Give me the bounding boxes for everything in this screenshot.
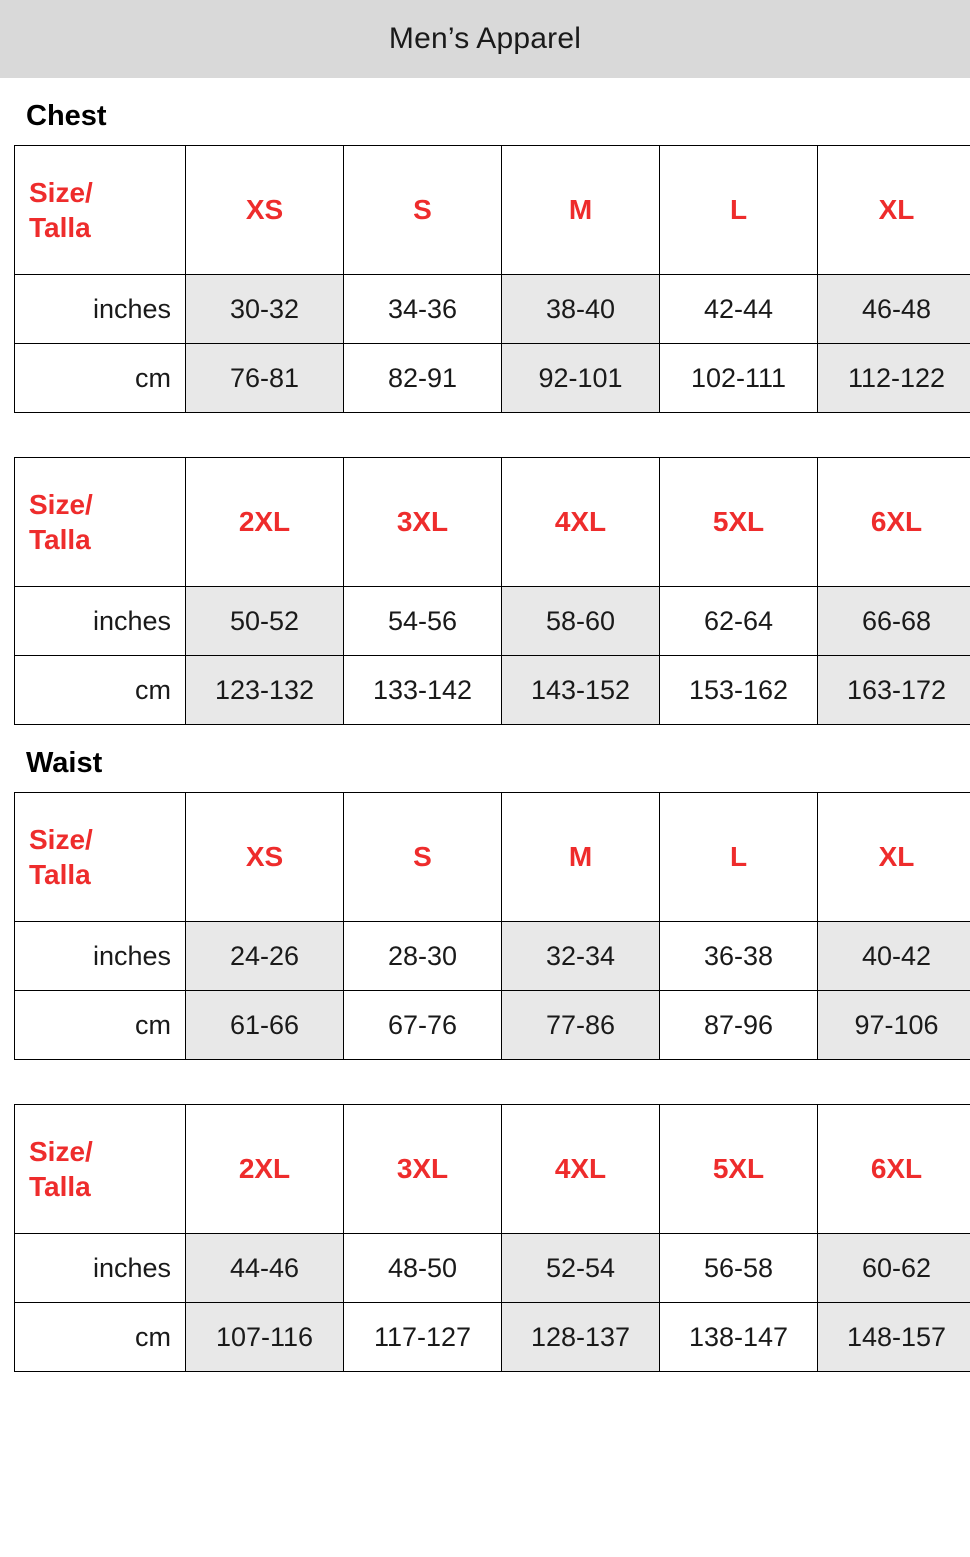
measure-cell: 107-116 — [186, 1303, 344, 1372]
measure-cell: 54-56 — [344, 587, 502, 656]
size-header-cell: S — [344, 793, 502, 922]
size-header-cell: 3XL — [344, 458, 502, 587]
chest-table-standard-wrapper — [14, 145, 956, 413]
size-header-cell: 4XL — [502, 1105, 660, 1234]
row-label: inches — [15, 587, 186, 656]
size-header-cell: 6XL — [818, 1105, 970, 1234]
section-heading-waist: Waist — [26, 747, 103, 779]
size-header-cell: 3XL — [344, 1105, 502, 1234]
measure-cell: 38-40 — [502, 275, 660, 344]
row-label: inches — [15, 275, 186, 344]
measure-cell: 133-142 — [344, 656, 502, 725]
size-label-cell — [15, 793, 186, 922]
measure-cell: 48-50 — [344, 1234, 502, 1303]
waist-size-table-standard — [14, 792, 970, 1060]
table-row — [15, 922, 970, 991]
measure-cell: 77-86 — [502, 991, 660, 1060]
table-row — [15, 344, 970, 413]
measure-cell: 163-172 — [818, 656, 970, 725]
table-spacer — [0, 413, 970, 457]
size-label-line1: Size/ — [29, 1136, 93, 1167]
row-label: inches — [15, 922, 186, 991]
measure-cell: 52-54 — [502, 1234, 660, 1303]
measure-cell: 67-76 — [344, 991, 502, 1060]
size-header-cell: S — [344, 146, 502, 275]
measure-cell: 40-42 — [818, 922, 970, 991]
measure-cell: 97-106 — [818, 991, 970, 1060]
table-row — [15, 275, 970, 344]
row-label: cm — [15, 344, 186, 413]
size-header-cell: XS — [186, 793, 344, 922]
size-label-line2: Talla — [29, 524, 91, 555]
size-header-cell: L — [660, 146, 818, 275]
measure-cell: 143-152 — [502, 656, 660, 725]
measure-cell: 123-132 — [186, 656, 344, 725]
measure-cell: 117-127 — [344, 1303, 502, 1372]
size-label-line1: Size/ — [29, 177, 93, 208]
table-row — [15, 991, 970, 1060]
size-header-cell: M — [502, 146, 660, 275]
size-header-cell: 2XL — [186, 1105, 344, 1234]
measure-cell: 32-34 — [502, 922, 660, 991]
chest-table-extended-wrapper — [14, 457, 956, 725]
measure-cell: 56-58 — [660, 1234, 818, 1303]
table-header-row — [15, 793, 970, 922]
page-title: Men’s Apparel — [388, 22, 582, 55]
measure-cell: 50-52 — [186, 587, 344, 656]
measure-cell: 76-81 — [186, 344, 344, 413]
size-label-line2: Talla — [29, 212, 91, 243]
measure-cell: 148-157 — [818, 1303, 970, 1372]
section-heading-chest: Chest — [26, 100, 107, 132]
measure-cell: 87-96 — [660, 991, 818, 1060]
measure-cell: 60-62 — [818, 1234, 970, 1303]
measure-cell: 153-162 — [660, 656, 818, 725]
size-header-cell: XL — [818, 146, 970, 275]
size-label-cell — [15, 458, 186, 587]
measure-cell: 128-137 — [502, 1303, 660, 1372]
measure-cell: 138-147 — [660, 1303, 818, 1372]
size-header-cell: 2XL — [186, 458, 344, 587]
table-header-row — [15, 458, 970, 587]
table-row — [15, 587, 970, 656]
measure-cell: 82-91 — [344, 344, 502, 413]
table-row — [15, 1303, 970, 1372]
table-row — [15, 1234, 970, 1303]
size-label-cell — [15, 146, 186, 275]
waist-table-extended-wrapper — [14, 1104, 956, 1372]
measure-cell: 44-46 — [186, 1234, 344, 1303]
size-label-cell — [15, 1105, 186, 1234]
measure-cell: 66-68 — [818, 587, 970, 656]
row-label: cm — [15, 991, 186, 1060]
measure-cell: 112-122 — [818, 344, 970, 413]
chest-size-table-standard — [14, 145, 970, 413]
row-label: cm — [15, 1303, 186, 1372]
size-label-line1: Size/ — [29, 824, 93, 855]
measure-cell: 62-64 — [660, 587, 818, 656]
size-header-cell: XS — [186, 146, 344, 275]
measure-cell: 36-38 — [660, 922, 818, 991]
size-header-cell: 5XL — [660, 1105, 818, 1234]
row-label: cm — [15, 656, 186, 725]
chest-size-table-extended — [14, 457, 970, 725]
table-header-row — [15, 146, 970, 275]
size-header-cell: XL — [818, 793, 970, 922]
row-label: inches — [15, 1234, 186, 1303]
measure-cell: 46-48 — [818, 275, 970, 344]
waist-table-standard-wrapper — [14, 792, 956, 1060]
size-header-cell: 5XL — [660, 458, 818, 587]
size-header-cell: L — [660, 793, 818, 922]
measure-cell: 61-66 — [186, 991, 344, 1060]
size-label-line2: Talla — [29, 1171, 91, 1202]
measure-cell: 92-101 — [502, 344, 660, 413]
measure-cell: 58-60 — [502, 587, 660, 656]
measure-cell: 34-36 — [344, 275, 502, 344]
size-label-line2: Talla — [29, 859, 91, 890]
waist-size-table-extended — [14, 1104, 970, 1372]
measure-cell: 102-111 — [660, 344, 818, 413]
table-header-row — [15, 1105, 970, 1234]
measure-cell: 42-44 — [660, 275, 818, 344]
size-header-cell: 6XL — [818, 458, 970, 587]
size-header-cell: M — [502, 793, 660, 922]
measure-cell: 28-30 — [344, 922, 502, 991]
table-row — [15, 656, 970, 725]
measure-cell: 24-26 — [186, 922, 344, 991]
size-label-line1: Size/ — [29, 489, 93, 520]
page-header — [0, 0, 970, 78]
table-spacer — [0, 1060, 970, 1104]
measure-cell: 30-32 — [186, 275, 344, 344]
size-header-cell: 4XL — [502, 458, 660, 587]
